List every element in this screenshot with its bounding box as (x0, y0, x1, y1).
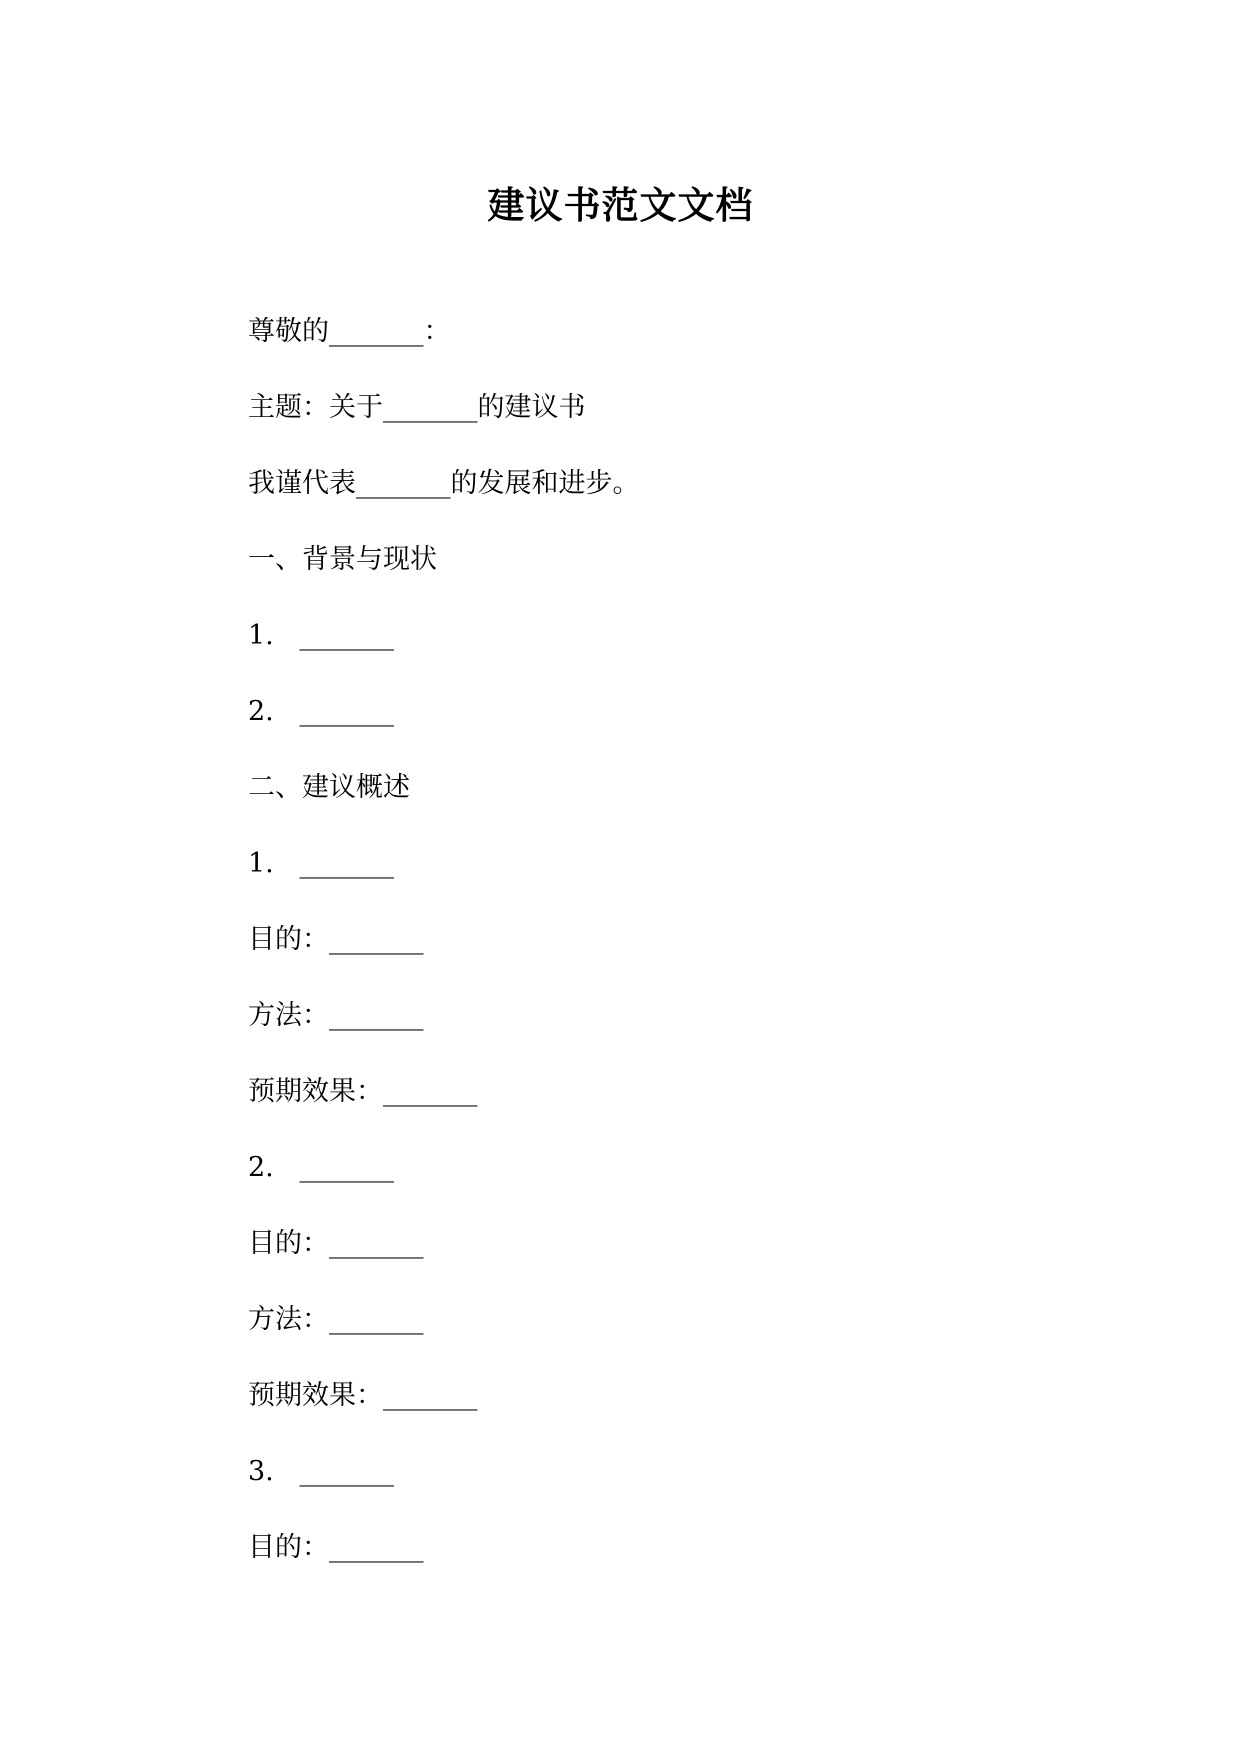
proposal-item-2: 2. _______ (248, 1152, 395, 1183)
background-item-2: 2. _______ (248, 696, 395, 727)
document-body (248, 312, 1128, 1604)
proposal-2-purpose: 目的：_______ (248, 1228, 424, 1259)
proposal-2-method: 方法：_______ (248, 1304, 424, 1335)
section-heading-background: 一、背景与现状 (248, 544, 437, 575)
intro-line: 我谨代表_______的发展和进步。 (248, 468, 640, 499)
proposal-1-purpose: 目的：_______ (248, 924, 424, 955)
proposal-1-method: 方法：_______ (248, 1000, 424, 1031)
proposal-item-3: 3. _______ (248, 1456, 395, 1487)
document-title: 建议书范文文档 (487, 183, 754, 227)
salutation-line: 尊敬的_______： (248, 316, 451, 347)
subject-line: 主题：关于_______的建议书 (248, 392, 586, 423)
proposal-3-purpose: 目的：_______ (248, 1532, 424, 1563)
proposal-2-expected-effect: 预期效果：_______ (248, 1380, 478, 1411)
background-item-1: 1. _______ (248, 620, 395, 651)
proposal-item-1: 1. _______ (248, 848, 395, 879)
proposal-1-expected-effect: 预期效果：_______ (248, 1076, 478, 1107)
section-heading-overview: 二、建议概述 (248, 772, 410, 803)
